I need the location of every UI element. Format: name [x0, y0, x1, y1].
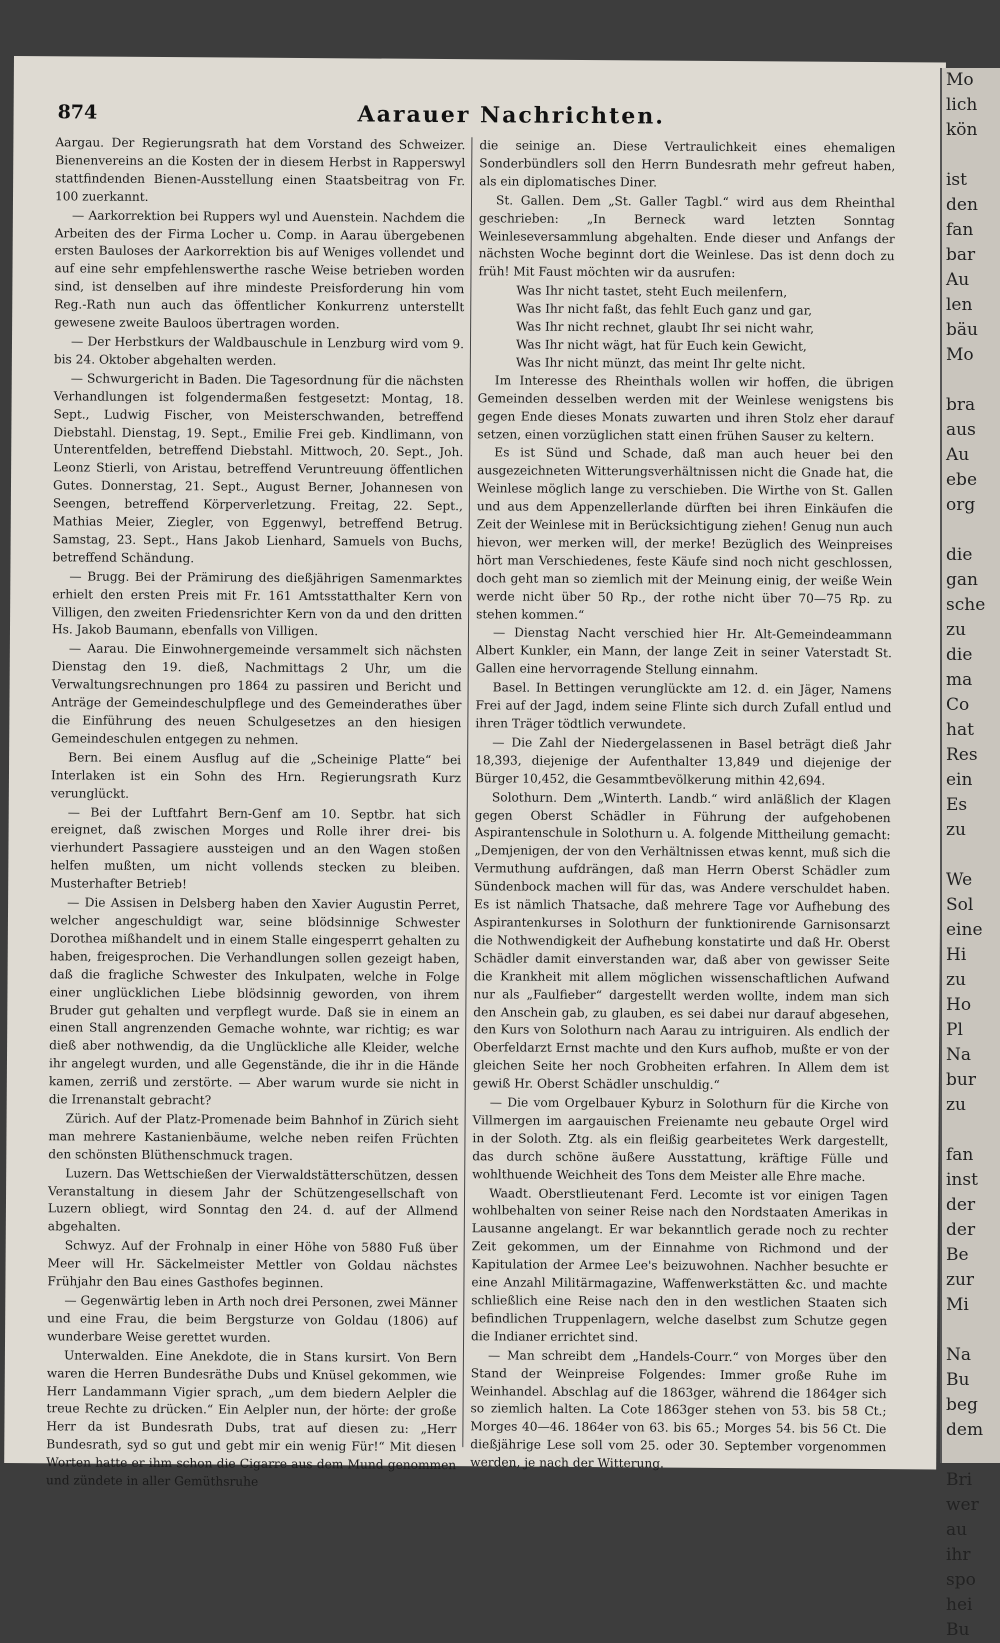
adjacent-page-edge: [940, 68, 1000, 1640]
article-paragraph: — Dienstag Nacht verschied hier Hr. Alt-Gemeindeammann Albert Kunkler, ein Mann, der lange Zeit in seiner Vaterstadt St. Gallen eine hervorragende Stellung einnahm.: [475, 625, 893, 678]
adjacent-page-fragment: dem: [946, 1420, 984, 1440]
adjacent-page-fragment: ihr: [946, 1545, 971, 1565]
article-paragraph: Unterwalden. Eine Anekdote, die in Stans kursirt. Von Bern waren die Herren Bundesräthe Dubs und Knüsel gekommen, wie Herr Landammann Vigier sprach, „um dem biedern Aelpler die treue Rechte zu drücken.“ Ein Aelpler nun, der hörte: der große Herr da ist Bundesrath Dubs, trat auf diesen zu: „Herr Bundesrath, syd so gut und gebt mir ein wenig Für!“ Mit diesen Worten hatte er ihm schon die Cigarre aus dem Mund genommen und zündete in aller Gemüthsruhe: [46, 1348, 457, 1489]
adjacent-page-fragment: spo: [946, 1570, 976, 1590]
adjacent-page-fragment: der: [946, 1220, 976, 1240]
adjacent-page-fragment: hei: [946, 1595, 973, 1615]
adjacent-page-fragment: zu: [946, 970, 966, 990]
adjacent-page-fragment: We: [946, 870, 973, 890]
article-paragraph: Zürich. Auf der Platz-Promenade beim Bahnhof in Zürich sieht man mehrere Kastanienbäume, welche neben reifen Früchten den schönsten Blüthenschmuck tragen.: [48, 1111, 459, 1163]
article-paragraph: Schwyz. Auf der Frohnalp in einer Höhe von 5880 Fuß über Meer will Hr. Säckelmeister Mettler von Goldau nächstes Frühjahr den Bau eines Gasthofes beginnen.: [47, 1238, 458, 1291]
adjacent-page-fragment: zu: [946, 820, 966, 840]
adjacent-page-fragment: Es: [946, 795, 968, 815]
article-paragraph: — Der Herbstkurs der Waldbauschule in Lenzburg wird vom 9. bis 24. Oktober abgehalten werden.: [53, 334, 465, 368]
adjacent-page-fragment: Bri: [946, 1470, 973, 1490]
article-paragraph: — Aarau. Die Einwohnergemeinde versammelt sich nächsten Dienstag den 19. dieß, Nachmittags 2 Uhr, um die Verwaltungsrechnungen pro 1864 zu passiren und Bericht und Anträge der Gemeindeschulpflege und des Gemeinderathes über die Einführung des neuen Schulgesetzes an den hiesigen Gemeindeschulen entgegen zu nehmen.: [51, 641, 462, 747]
adjacent-page-fragment: lich: [946, 95, 978, 115]
verse-line: Was Ihr nicht faßt, das fehlt Euch ganz und gar,: [516, 301, 813, 318]
newspaper-page: [4, 56, 946, 1489]
adjacent-page-fragment: Mi: [946, 1295, 969, 1315]
adjacent-page-fragment: Na: [946, 1345, 972, 1365]
adjacent-page-fragment: bur: [946, 1070, 976, 1090]
adjacent-page-fragment: hat: [946, 720, 974, 740]
adjacent-page-fragment: zur: [946, 1270, 975, 1290]
adjacent-page-fragment: au: [946, 1520, 968, 1540]
article-paragraph: Im Interesse des Rheinthals wollen wir hoffen, die übrigen Gemeinden desselben werden mit der Weinlese wenigstens bis gegen Ende dieses Monats zuwarten und ihren Stolz eher darauf setzen, einen vorzüglichen statt einen frühen Sauser zu keltern.: [477, 373, 894, 444]
adjacent-page-fragment: ma: [946, 670, 973, 690]
right-column: [470, 137, 895, 1476]
adjacent-page-fragment: beg: [946, 1395, 978, 1415]
verse-line: Was Ihr nicht wägt, hat für Euch kein Gewicht,: [515, 337, 807, 354]
adjacent-page-fragment: [942, 1118, 1000, 1143]
adjacent-page-fragment: Na: [946, 1045, 972, 1065]
adjacent-page-fragment: kön: [946, 120, 978, 140]
article-paragraph: — Aarkorrektion bei Ruppers wyl und Auenstein. Nachdem die Arbeiten des der Firma Locher u. Comp. in Aarau übergebenen ersten Bauloses der Aarkorrektion bis auf Weniges vollendet und auf eine sehr empfehlenswerthe rasche Weise betrieben worden sind, ist denselben auf ihre mindeste Preisforderung hin vom Reg.-Rath nun auch das öffentlicher Konkurrenz unterstellt gewesene zweite Bauloos übertragen worden.: [54, 208, 465, 332]
verse-line: Was Ihr nicht tastet, steht Euch meilenfern,: [516, 283, 788, 300]
newspaper-title: Aarauer Nachrichten.: [357, 101, 666, 130]
adjacent-page-fragment: Au: [946, 445, 970, 465]
adjacent-page-fragment: [942, 843, 1000, 868]
adjacent-page-fragment: die: [946, 645, 973, 665]
adjacent-page-fragment: gan: [946, 570, 978, 590]
adjacent-page-fragment: Pl: [946, 1020, 963, 1040]
adjacent-page-fragment: Au: [946, 270, 970, 290]
adjacent-page-fragment: bäu: [946, 320, 978, 340]
article-paragraph: Basel. In Bettingen verunglückte am 12. d. ein Jäger, Namens Frei auf der Jagd, indem seine Flinte sich durch Zufall entlud und ihren Träger tödtlich verwundete.: [475, 680, 892, 732]
article-paragraph: Waadt. Oberstlieutenant Ferd. Lecomte ist vor einigen Tagen wohlbehalten von seiner Reise nach den Nordstaaten Amerikas in Lausanne angelangt. Er war bekanntlich gerade noch zu rechter Zeit gekommen, um der Einnahme von Richmond und der Kapitulation der Armee Lee's beizuwohnen. Nachher besuchte er eine Anzahl Militärmagazine, Waffenwerkstätten &c. und machte schließlich eine Reise nach den in den westlichen Staaten sich befindlichen Truppenlagern, welche daselbst zum Schutze gegen die Indianer errichtet sind.: [471, 1185, 889, 1345]
adjacent-page-fragment: Sol: [946, 895, 974, 915]
article-paragraph: Solothurn. Dem „Winterth. Landb.“ wird anläßlich der Klagen gegen Oberst Schädler in Führung der aufgehobenen Aspirantenschule in Solothurn u. A. folgende Mittheilung gemacht: „Demjenigen, der von den Verhältnissen etwas kennt, muß sich die Vermuthung aufdrängen, daß man Herrn Oberst Schädler zum Sündenbock machen will für das, was Andere verschuldet haben. Es ist nämlich Thatsache, daß mehrere Tage vor Aufhebung des Aspirantenkurses in Solothurn der funktionirende Garnisonsarzt die Nothwendigkeit der Aufhebung konstatirte und daß Hr. Oberst Schädler damit einverstanden war, daß aber von gewisser Seite die Krankheit mit allem möglichen wissenschaftlichen Aufwand nur als „Faulfieber“ dargestellt werden wollte, indem man sich den Anschein gab, zu glauben, es sei dabei nur darauf abgesehen, den Kurs von Solothurn nach Aarau zu intriguiren. Als endlich der Oberfeldarzt Ernst machte und den Kurs aufhob, mußte er von der gleichen Seite her noch Grobheiten erfahren. In Allem dem ist gewiß Hr. Oberst Schädler unschuldig.“: [472, 789, 891, 1093]
adjacent-page-fragment: ebe: [946, 470, 978, 490]
adjacent-page-fragment: Hi: [946, 945, 967, 965]
adjacent-page-fragment: Mo: [946, 345, 974, 365]
adjacent-page-fragment: [942, 368, 1000, 393]
adjacent-page-fragment: Mo: [946, 70, 974, 90]
article-paragraph: — Man schreibt dem „Handels-Courr.“ von Morges über den Stand der Weinpreise Folgendes: Immer große Ruhe im Weinhandel. Abschlag auf die 1863ger, während die 1864ger sich so ziemlich halten. La Cote 1863ger stehen von 53. bis 58 Ct.; Morges 40—46. 1864er von 63. bis 65.; Morges 54. bis 56 Ct. Die dießjährige Lese soll vom 25. oder 30. September vorgenommen werden, je nach der Witterung.: [470, 1348, 887, 1471]
adjacent-page-fragment: org: [946, 495, 976, 515]
adjacent-page-fragment: ist: [946, 170, 967, 190]
article-paragraph: — Bei der Luftfahrt Bern-Genf am 10. Septbr. hat sich ereignet, daß zwischen Morges und Rolle ihrer drei- bis vierhundert Passagiere aussteigen und an den Wagen stoßen helfen mußten, um nicht vollends stecken zu bleiben. Musterhafter Betrieb!: [50, 804, 461, 892]
article-paragraph: — Schwurgericht in Baden. Die Tagesordnung für die nächsten Verhandlungen ist folgendermaßen festgesetzt: Montag, 18. Sept., Ludwig Fischer, von Meisterschwanden, betreffend Diebstahl. Dienstag, 19. Sept., Emilie Frei geb. Kindlimann, von Unterentfelden, betreffend Diebstahl. Mittwoch, 20. Sept., Joh. Leonz Stierli, von Aristau, betreffend Veruntreuung öffentlichen Gutes. Donnerstag, 21. Sept., August Berner, Johannesen von Seengen, betreffend Körperverletzung. Freitag, 22. Sept., Mathias Meier, Ziegler, von Eggenwyl, betreffend Betrug. Samstag, 23. Sept., Hans Jakob Lienhard, Samuels von Buchs, betreffend Schändung.: [52, 371, 464, 566]
article-paragraph: Es ist Sünd und Schade, daß man auch heuer bei den ausgezeichneten Witterungsverhältnissen nicht die Gnade hat, die Weinlese möglich lange zu verschieben. Die Wirthe von St. Gallen und aus dem Appenzellerlande dürften bei ihren Einkäufen die Zeit der Weinlese mit in Berücksichtigung ziehen! Genug nun auch hievon, wer merken will, der merke! Bezüglich des Weinpreises hört man Verschiedenes, feste Käufe sind noch nicht geschlossen, doch geht man so ziemlich mit der Meinung einig, der weiße Wein werde nicht über 50 Rp., der rothe nicht über 70—75 Rp. zu stehen kommen.“: [476, 445, 894, 622]
adjacent-page-fragment: fan: [946, 220, 974, 240]
adjacent-page-fragment: Bu: [946, 1620, 970, 1640]
article-paragraph: — Die Zahl der Niedergelassenen in Basel beträgt dieß Jahr 18,393, diejenige der Aufenthalter 13,849 und diejenige der Bürger 10,452, die Gesammtbevölkerung mithin 42,694.: [474, 735, 892, 788]
adjacent-page-fragment: Ho: [946, 995, 972, 1015]
adjacent-page-fragment: [942, 1443, 1000, 1468]
page-number: 874: [57, 101, 98, 124]
left-column: [46, 134, 465, 1494]
article-paragraph: die seinige an. Diese Vertraulichkeit eines ehemaligen Sonderbündlers soll den Herrn Bundesrath mehr gefreut haben, als ein diplomatisches Diner.: [479, 138, 896, 190]
adjacent-page-fragment: Co: [946, 695, 970, 715]
adjacent-page-fragment: wer: [946, 1495, 979, 1515]
adjacent-page-fragment: den: [946, 195, 978, 215]
adjacent-page-fragment: aus: [946, 420, 976, 440]
adjacent-page-fragment: inst: [946, 1170, 978, 1190]
adjacent-page-fragment: der: [946, 1195, 976, 1215]
adjacent-page-fragment: Bu: [946, 1370, 970, 1390]
verse-line: Was Ihr nicht münzt, das meint Ihr gelte nicht.: [515, 355, 806, 372]
adjacent-page-fragment: zu: [946, 1095, 966, 1115]
adjacent-page-fragment: die: [946, 545, 973, 565]
article-paragraph: — Brugg. Bei der Prämirung des dießjährigen Samenmarktes erhielt den ersten Preis mit Fr. 161 Amtsstatthalter Kern von Villigen, den zweiten Friedensrichter Kern von da und den dritten Hs. Jakob Baumann, ebenfalls von Villigen.: [51, 569, 463, 639]
article-paragraph: — Die Assisen in Delsberg haben den Xavier Augustin Perret, welcher angeschuldigt war, seine blödsinnige Schwester Dorothea mißhandelt und in einem Stalle eingesperrt gehalten zu haben, freigesprochen. Die Verhandlungen sollen gezeigt haben, daß die fragliche Schwester des Inkulpaten, welche in Folge einer unglücklichen Liebe blödsinnig geworden, von ihrem Bruder gut gehalten und verpflegt wurde. Daß sie in einem an einen Stall angrenzenden Gemache wohnte, war richtig; es war dieß aber nothwendig, da die Unglückliche alle Kleider, welche ihr angelegt wurden, und alle Gegenstände, die ihr in die Hände kamen, zerriß und zerstörte. — Aber warum wurde sie nicht in die Irrenanstalt gebracht?: [48, 895, 461, 1108]
adjacent-page-fragment: Be: [946, 1245, 969, 1265]
adjacent-page-fragment: fan: [946, 1145, 974, 1165]
verse-line: Was Ihr nicht rechnet, glaubt Ihr sei nicht wahr,: [516, 319, 815, 336]
adjacent-page-fragment: bar: [946, 245, 976, 265]
page-header: [57, 101, 897, 137]
adjacent-page-fragment: [942, 518, 1000, 543]
adjacent-page-fragment: eine: [946, 920, 983, 940]
adjacent-page-fragment: sche: [946, 595, 986, 615]
article-paragraph: — Die vom Orgelbauer Kyburz in Solothurn für die Kirche von Villmergen im aargauischen Freienamte neu gebaute Orgel wird in der Soloth. Ztg. als ein fleißig gearbeitetes Werk dargestellt, das durch schöne äußere Ausstattung, kräftige Fülle und wohlthuende Weichheit des Tons dem Meister alle Ehre mache.: [472, 1095, 889, 1184]
adjacent-page-fragment: Res: [946, 745, 978, 765]
article-paragraph: St. Gallen. Dem „St. Galler Tagbl.“ wird aus dem Rheinthal geschrieben: „In Berneck ward letzten Sonntag Weinleseversammlung abgehalten. Ende dieser und Anfangs der nächsten Woche beginnt dort die Weinlese. Das ist denn doch zu früh! Mit Faust möchten wir da ausrufen:: [478, 193, 896, 281]
adjacent-page-fragment: len: [946, 295, 973, 315]
article-paragraph: — Gegenwärtig leben in Arth noch drei Personen, zwei Männer und eine Frau, die beim Bergsturze von Goldau (1806) auf wunderbare Weise gerettet wurden.: [47, 1293, 458, 1345]
article-paragraph: Bern. Bei einem Ausflug auf die „Scheinige Platte“ bei Interlaken ist ein Sohn des Hrn. Regierungsrath Kurz verunglückt.: [50, 750, 462, 801]
adjacent-page-fragment: [942, 1318, 1000, 1343]
article-paragraph: Aargau. Der Regierungsrath hat dem Vorstand des Schweizer. Bienenvereins an die Kosten der in diesem Herbst in Rapperswyl stattfindenden Bienen-Ausstellung einen Staatsbeitrag von Fr. 100 zuerkannt.: [54, 135, 466, 204]
adjacent-page-fragment: ein: [946, 770, 973, 790]
adjacent-page-fragment: zu: [946, 620, 966, 640]
article-paragraph: Luzern. Das Wettschießen der Vierwaldstätterschützen, dessen Veranstaltung in diesem Jahr der Schützengesellschaft von Luzern obliegt, wird Sonntag den 24. d. auf der Allmend abgehalten.: [47, 1166, 459, 1235]
adjacent-page-fragment: [942, 143, 1000, 168]
adjacent-page-fragment: bra: [946, 395, 976, 415]
